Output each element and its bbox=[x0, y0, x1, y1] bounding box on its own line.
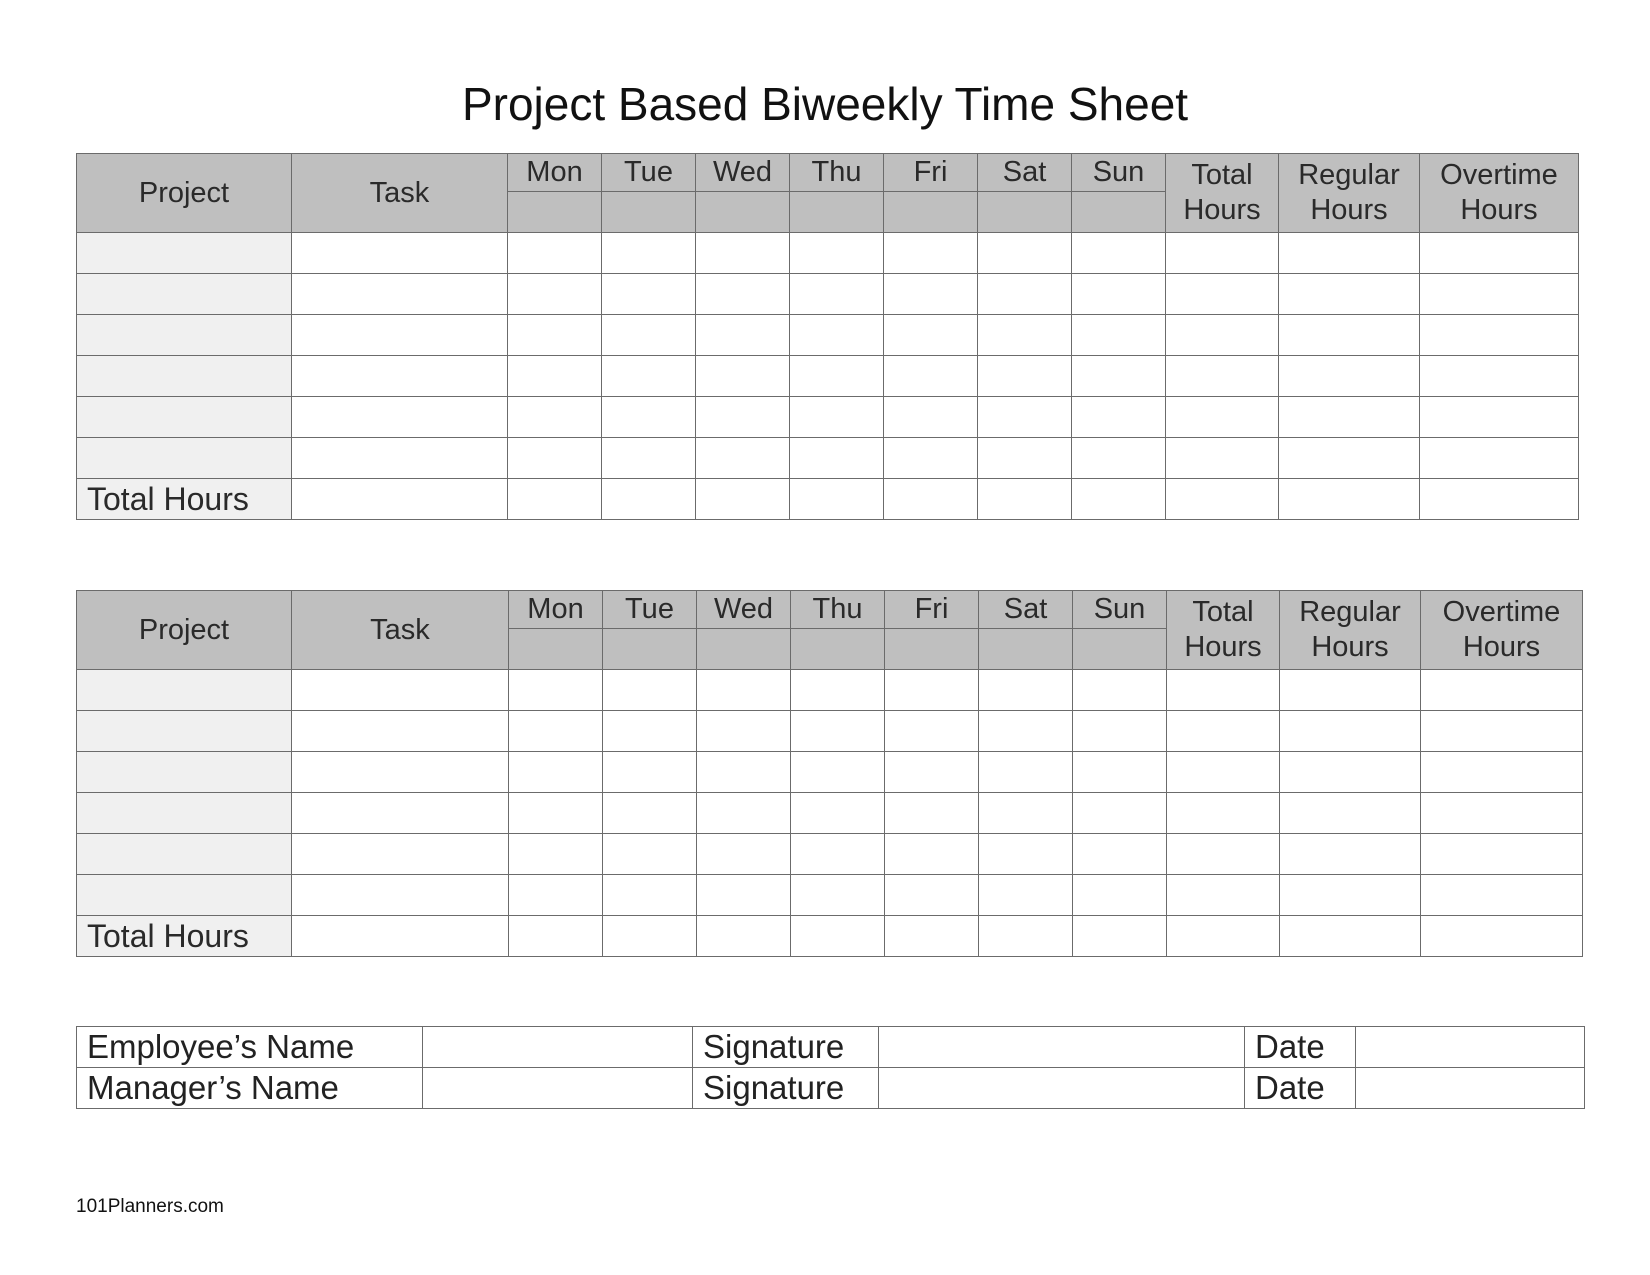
total-cell[interactable] bbox=[884, 479, 978, 520]
date-cell[interactable] bbox=[884, 192, 978, 233]
date-cell[interactable] bbox=[885, 629, 979, 670]
project-cell[interactable] bbox=[77, 438, 292, 479]
hours-cell[interactable] bbox=[790, 438, 884, 479]
hours-cell[interactable] bbox=[603, 834, 697, 875]
total-cell[interactable] bbox=[978, 479, 1072, 520]
total-cell[interactable] bbox=[509, 916, 603, 957]
total-cell[interactable] bbox=[1167, 916, 1280, 957]
hours-cell[interactable] bbox=[884, 397, 978, 438]
day-header-tue: Tue bbox=[602, 154, 696, 192]
hours-cell[interactable] bbox=[884, 233, 978, 274]
day-header-tue: Tue bbox=[603, 591, 697, 629]
hours-cell[interactable] bbox=[1072, 356, 1166, 397]
overtime-hours-header: Overtime Hours bbox=[1420, 154, 1579, 233]
day-header-thu: Thu bbox=[791, 591, 885, 629]
employee-signature-field[interactable] bbox=[879, 1027, 1245, 1068]
manager-signature-label: Signature bbox=[693, 1068, 879, 1109]
overtime-hours-header: Overtime Hours bbox=[1421, 591, 1583, 670]
total-cell[interactable] bbox=[292, 479, 508, 520]
entry-row bbox=[77, 711, 1583, 752]
hours-cell[interactable] bbox=[509, 834, 603, 875]
total-cell[interactable] bbox=[696, 479, 790, 520]
project-cell[interactable] bbox=[77, 793, 292, 834]
date-cell[interactable] bbox=[509, 629, 603, 670]
total-cell[interactable] bbox=[603, 916, 697, 957]
day-header-sat: Sat bbox=[979, 591, 1073, 629]
task-header: Task bbox=[292, 154, 508, 233]
hours-cell[interactable] bbox=[603, 711, 697, 752]
hours-cell[interactable] bbox=[508, 356, 602, 397]
hours-cell[interactable] bbox=[1166, 315, 1279, 356]
hours-cell[interactable] bbox=[1420, 356, 1579, 397]
manager-name-field[interactable] bbox=[423, 1068, 693, 1109]
hours-cell[interactable] bbox=[1279, 438, 1420, 479]
hours-cell[interactable] bbox=[1280, 670, 1421, 711]
hours-cell[interactable] bbox=[885, 711, 979, 752]
task-cell[interactable] bbox=[292, 711, 509, 752]
hours-cell[interactable] bbox=[790, 397, 884, 438]
task-cell[interactable] bbox=[292, 274, 508, 315]
hours-cell[interactable] bbox=[697, 670, 791, 711]
hours-cell[interactable] bbox=[603, 670, 697, 711]
project-cell[interactable] bbox=[77, 356, 292, 397]
hours-cell[interactable] bbox=[509, 711, 603, 752]
hours-cell[interactable] bbox=[979, 875, 1073, 916]
hours-cell[interactable] bbox=[978, 274, 1072, 315]
hours-cell[interactable] bbox=[508, 438, 602, 479]
total-hours-label: Total Hours bbox=[77, 916, 292, 957]
hours-cell[interactable] bbox=[696, 274, 790, 315]
total-cell[interactable] bbox=[602, 479, 696, 520]
hours-cell[interactable] bbox=[1280, 752, 1421, 793]
hours-cell[interactable] bbox=[1421, 834, 1583, 875]
hours-cell[interactable] bbox=[1167, 793, 1280, 834]
date-cell[interactable] bbox=[978, 192, 1072, 233]
task-cell[interactable] bbox=[292, 233, 508, 274]
total-cell[interactable] bbox=[885, 916, 979, 957]
entry-rows bbox=[77, 233, 1579, 479]
hours-cell[interactable] bbox=[697, 711, 791, 752]
hours-cell[interactable] bbox=[979, 670, 1073, 711]
hours-cell[interactable] bbox=[508, 315, 602, 356]
project-cell[interactable] bbox=[77, 875, 292, 916]
project-cell[interactable] bbox=[77, 397, 292, 438]
project-cell[interactable] bbox=[77, 315, 292, 356]
hours-cell[interactable] bbox=[885, 752, 979, 793]
hours-cell[interactable] bbox=[884, 315, 978, 356]
total-cell[interactable] bbox=[791, 916, 885, 957]
hours-cell[interactable] bbox=[1280, 711, 1421, 752]
hours-cell[interactable] bbox=[885, 875, 979, 916]
hours-cell[interactable] bbox=[508, 397, 602, 438]
hours-cell[interactable] bbox=[509, 875, 603, 916]
hours-cell[interactable] bbox=[1073, 711, 1167, 752]
hours-cell[interactable] bbox=[1421, 793, 1583, 834]
hours-cell[interactable] bbox=[791, 793, 885, 834]
project-cell[interactable] bbox=[77, 233, 292, 274]
hours-cell[interactable] bbox=[696, 438, 790, 479]
hours-cell[interactable] bbox=[791, 711, 885, 752]
total-cell[interactable] bbox=[508, 479, 602, 520]
hours-cell[interactable] bbox=[1420, 315, 1579, 356]
manager-signature-field[interactable] bbox=[879, 1068, 1245, 1109]
day-header-wed: Wed bbox=[696, 154, 790, 192]
task-cell[interactable] bbox=[292, 438, 508, 479]
employee-signature-label: Signature bbox=[693, 1027, 879, 1068]
date-cell[interactable] bbox=[696, 192, 790, 233]
date-cell[interactable] bbox=[602, 192, 696, 233]
hours-cell[interactable] bbox=[1280, 834, 1421, 875]
day-header-fri: Fri bbox=[884, 154, 978, 192]
day-header-mon: Mon bbox=[509, 591, 603, 629]
hours-cell[interactable] bbox=[885, 670, 979, 711]
hours-cell[interactable] bbox=[978, 438, 1072, 479]
hours-cell[interactable] bbox=[697, 834, 791, 875]
date-cell[interactable] bbox=[791, 629, 885, 670]
hours-cell[interactable] bbox=[978, 233, 1072, 274]
entry-row bbox=[77, 438, 1579, 479]
hours-cell[interactable] bbox=[1073, 670, 1167, 711]
hours-cell[interactable] bbox=[885, 793, 979, 834]
hours-cell[interactable] bbox=[790, 356, 884, 397]
project-header: Project bbox=[77, 591, 292, 670]
project-cell[interactable] bbox=[77, 711, 292, 752]
hours-cell[interactable] bbox=[696, 315, 790, 356]
hours-cell[interactable] bbox=[1166, 397, 1279, 438]
regular-hours-header: Regular Hours bbox=[1280, 591, 1421, 670]
page-title: Project Based Biweekly Time Sheet bbox=[461, 78, 1189, 130]
total-cell[interactable] bbox=[697, 916, 791, 957]
employee-name-field[interactable] bbox=[423, 1027, 693, 1068]
hours-cell[interactable] bbox=[979, 752, 1073, 793]
hours-cell[interactable] bbox=[1279, 315, 1420, 356]
entry-row bbox=[77, 793, 1583, 834]
hours-cell[interactable] bbox=[602, 356, 696, 397]
hours-cell[interactable] bbox=[978, 356, 1072, 397]
hours-cell[interactable] bbox=[1166, 356, 1279, 397]
hours-cell[interactable] bbox=[1420, 397, 1579, 438]
task-cell[interactable] bbox=[292, 875, 509, 916]
task-cell[interactable] bbox=[292, 397, 508, 438]
hours-cell[interactable] bbox=[1073, 793, 1167, 834]
hours-cell[interactable] bbox=[696, 356, 790, 397]
employee-date-field[interactable] bbox=[1356, 1027, 1585, 1068]
hours-cell[interactable] bbox=[603, 875, 697, 916]
employee-name-label: Employee’s Name bbox=[77, 1027, 423, 1068]
project-cell[interactable] bbox=[77, 752, 292, 793]
hours-cell[interactable] bbox=[1420, 274, 1579, 315]
hours-cell[interactable] bbox=[1072, 315, 1166, 356]
hours-cell[interactable] bbox=[1421, 752, 1583, 793]
hours-cell[interactable] bbox=[603, 793, 697, 834]
project-cell[interactable] bbox=[77, 274, 292, 315]
footer-website: 101Planners.com bbox=[76, 1196, 224, 1217]
project-cell[interactable] bbox=[77, 670, 292, 711]
hours-cell[interactable] bbox=[884, 438, 978, 479]
manager-name-label: Manager’s Name bbox=[77, 1068, 423, 1109]
hours-cell[interactable] bbox=[1167, 834, 1280, 875]
total-hours-header: Total Hours bbox=[1167, 591, 1280, 670]
hours-cell[interactable] bbox=[791, 834, 885, 875]
hours-cell[interactable] bbox=[1167, 711, 1280, 752]
task-cell[interactable] bbox=[292, 315, 508, 356]
date-cell[interactable] bbox=[1072, 192, 1166, 233]
hours-cell[interactable] bbox=[696, 233, 790, 274]
entry-row bbox=[77, 397, 1579, 438]
hours-cell[interactable] bbox=[979, 711, 1073, 752]
total-cell[interactable] bbox=[1280, 916, 1421, 957]
hours-cell[interactable] bbox=[1073, 875, 1167, 916]
total-cell[interactable] bbox=[292, 916, 509, 957]
hours-cell[interactable] bbox=[1167, 670, 1280, 711]
task-cell[interactable] bbox=[292, 356, 508, 397]
hours-cell[interactable] bbox=[602, 274, 696, 315]
hours-cell[interactable] bbox=[1072, 438, 1166, 479]
entry-row bbox=[77, 670, 1583, 711]
total-cell[interactable] bbox=[979, 916, 1073, 957]
hours-cell[interactable] bbox=[697, 752, 791, 793]
date-cell[interactable] bbox=[1073, 629, 1167, 670]
project-header: Project bbox=[77, 154, 292, 233]
day-header-thu: Thu bbox=[790, 154, 884, 192]
hours-cell[interactable] bbox=[1073, 752, 1167, 793]
hours-cell[interactable] bbox=[1421, 711, 1583, 752]
hours-cell[interactable] bbox=[1279, 397, 1420, 438]
task-cell[interactable] bbox=[292, 834, 509, 875]
hours-cell[interactable] bbox=[602, 233, 696, 274]
entry-row bbox=[77, 834, 1583, 875]
hours-cell[interactable] bbox=[1279, 233, 1420, 274]
hours-cell[interactable] bbox=[1166, 233, 1279, 274]
hours-cell[interactable] bbox=[509, 752, 603, 793]
hours-cell[interactable] bbox=[884, 274, 978, 315]
entry-row bbox=[77, 315, 1579, 356]
total-cell[interactable] bbox=[1421, 916, 1583, 957]
total-cell[interactable] bbox=[1279, 479, 1420, 520]
task-cell[interactable] bbox=[292, 752, 509, 793]
hours-cell[interactable] bbox=[697, 875, 791, 916]
day-header-wed: Wed bbox=[697, 591, 791, 629]
hours-cell[interactable] bbox=[978, 315, 1072, 356]
hours-cell[interactable] bbox=[1280, 875, 1421, 916]
hours-cell[interactable] bbox=[508, 274, 602, 315]
day-header-fri: Fri bbox=[885, 591, 979, 629]
hours-cell[interactable] bbox=[509, 793, 603, 834]
day-header-sat: Sat bbox=[978, 154, 1072, 192]
date-cell[interactable] bbox=[508, 192, 602, 233]
project-cell[interactable] bbox=[77, 834, 292, 875]
hours-cell[interactable] bbox=[884, 356, 978, 397]
total-hours-label: Total Hours bbox=[77, 479, 292, 520]
task-header: Task bbox=[292, 591, 509, 670]
hours-cell[interactable] bbox=[1279, 356, 1420, 397]
hours-cell[interactable] bbox=[790, 233, 884, 274]
total-cell[interactable] bbox=[790, 479, 884, 520]
timesheet-week-1 bbox=[76, 153, 1579, 520]
entry-row bbox=[77, 875, 1583, 916]
hours-cell[interactable] bbox=[885, 834, 979, 875]
hours-cell[interactable] bbox=[1421, 670, 1583, 711]
manager-date-label: Date bbox=[1245, 1068, 1356, 1109]
total-cell[interactable] bbox=[1420, 479, 1579, 520]
hours-cell[interactable] bbox=[1072, 274, 1166, 315]
day-header-mon: Mon bbox=[508, 154, 602, 192]
hours-cell[interactable] bbox=[791, 670, 885, 711]
hours-cell[interactable] bbox=[602, 397, 696, 438]
hours-cell[interactable] bbox=[1166, 274, 1279, 315]
entry-row bbox=[77, 356, 1579, 397]
hours-cell[interactable] bbox=[979, 834, 1073, 875]
hours-cell[interactable] bbox=[1279, 274, 1420, 315]
total-cell[interactable] bbox=[1073, 916, 1167, 957]
manager-date-field[interactable] bbox=[1356, 1068, 1585, 1109]
hours-cell[interactable] bbox=[1073, 834, 1167, 875]
day-header-sun: Sun bbox=[1072, 154, 1166, 192]
hours-cell[interactable] bbox=[1280, 793, 1421, 834]
timesheet-week-2 bbox=[76, 590, 1583, 957]
entry-row bbox=[77, 233, 1579, 274]
hours-cell[interactable] bbox=[509, 670, 603, 711]
date-cell[interactable] bbox=[603, 629, 697, 670]
hours-cell[interactable] bbox=[508, 233, 602, 274]
task-cell[interactable] bbox=[292, 670, 509, 711]
total-hours-header: Total Hours bbox=[1166, 154, 1279, 233]
hours-cell[interactable] bbox=[1167, 875, 1280, 916]
hours-cell[interactable] bbox=[1072, 233, 1166, 274]
hours-cell[interactable] bbox=[602, 438, 696, 479]
entry-rows bbox=[77, 670, 1583, 916]
total-cell[interactable] bbox=[1072, 479, 1166, 520]
hours-cell[interactable] bbox=[1421, 875, 1583, 916]
entry-row bbox=[77, 274, 1579, 315]
entry-row bbox=[77, 752, 1583, 793]
hours-cell[interactable] bbox=[697, 793, 791, 834]
employee-date-label: Date bbox=[1245, 1027, 1356, 1068]
hours-cell[interactable] bbox=[1420, 233, 1579, 274]
hours-cell[interactable] bbox=[602, 315, 696, 356]
hours-cell[interactable] bbox=[696, 397, 790, 438]
hours-cell[interactable] bbox=[979, 793, 1073, 834]
hours-cell[interactable] bbox=[978, 397, 1072, 438]
hours-cell[interactable] bbox=[1420, 438, 1579, 479]
hours-cell[interactable] bbox=[1072, 397, 1166, 438]
total-cell[interactable] bbox=[1166, 479, 1279, 520]
hours-cell[interactable] bbox=[790, 315, 884, 356]
regular-hours-header: Regular Hours bbox=[1279, 154, 1420, 233]
hours-cell[interactable] bbox=[1166, 438, 1279, 479]
hours-cell[interactable] bbox=[603, 752, 697, 793]
signature-block bbox=[76, 1026, 1585, 1109]
task-cell[interactable] bbox=[292, 793, 509, 834]
date-cell[interactable] bbox=[979, 629, 1073, 670]
date-cell[interactable] bbox=[697, 629, 791, 670]
date-cell[interactable] bbox=[790, 192, 884, 233]
hours-cell[interactable] bbox=[790, 274, 884, 315]
hours-cell[interactable] bbox=[791, 752, 885, 793]
day-header-sun: Sun bbox=[1073, 591, 1167, 629]
hours-cell[interactable] bbox=[1167, 752, 1280, 793]
hours-cell[interactable] bbox=[791, 875, 885, 916]
